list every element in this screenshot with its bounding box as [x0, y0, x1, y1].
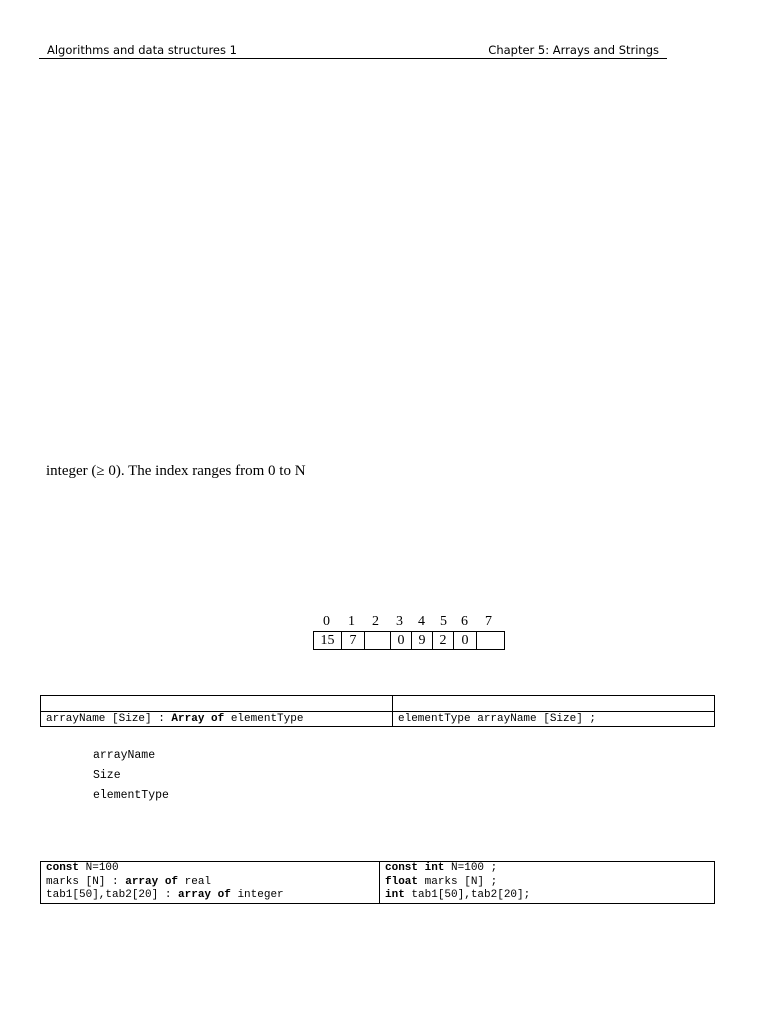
- code-line: [46, 862, 374, 876]
- c-syntax-cell: elementType arrayName [Size] ;: [393, 712, 715, 727]
- code-keyword: int: [385, 889, 405, 901]
- page-header: [39, 42, 667, 59]
- array-index: 1: [348, 614, 355, 629]
- array-cell: 2: [433, 632, 454, 649]
- code-keyword: float: [385, 875, 419, 888]
- code-keyword: array of: [125, 875, 179, 888]
- array-cell: 9: [412, 632, 433, 649]
- array-cell: [477, 632, 504, 649]
- array-cell: 0: [454, 632, 477, 649]
- code-text: marks [N] :: [46, 875, 126, 888]
- algorithm-example-cell: [41, 862, 380, 904]
- code-line: [385, 876, 709, 890]
- code-text: real: [178, 875, 212, 888]
- code-keyword: Array of: [171, 713, 225, 725]
- term-list: [93, 748, 169, 808]
- table-row: [41, 862, 715, 904]
- code-keyword: const int: [385, 862, 445, 874]
- c-example-cell: [380, 862, 715, 904]
- algorithm-syntax-cell: [41, 712, 393, 727]
- header-course-title: Algorithms and data structures 1: [47, 43, 237, 57]
- body-paragraph: integer (≥ 0). The index ranges from 0 to N: [46, 463, 306, 479]
- array-index: 6: [461, 614, 468, 629]
- array-cell: 0: [391, 632, 412, 649]
- code-line: [385, 889, 709, 903]
- code-line: [46, 876, 374, 890]
- array-cells: [313, 631, 505, 650]
- array-cell: [365, 632, 391, 649]
- table-header-row: [41, 696, 715, 712]
- array-index: 2: [372, 614, 379, 629]
- array-cell: 7: [342, 632, 365, 649]
- code-text: marks [N] ;: [418, 875, 498, 888]
- array-index: 5: [440, 614, 447, 629]
- array-cell: 15: [314, 632, 342, 649]
- array-index: 0: [323, 614, 330, 629]
- table-header-cell: [41, 696, 393, 712]
- array-index: 3: [396, 614, 403, 629]
- table-header-cell: [393, 696, 715, 712]
- code-text: N=100: [79, 862, 119, 874]
- code-keyword: array of: [178, 889, 231, 901]
- array-index: 7: [485, 614, 492, 629]
- code-text: N=100 ;: [444, 862, 498, 874]
- code-text: tab1[50],tab2[20] :: [46, 889, 179, 901]
- code-text: tab1[50],tab2[20];: [404, 889, 531, 901]
- declaration-syntax-table: [40, 695, 715, 727]
- code-line: [385, 862, 709, 876]
- code-line: [46, 889, 374, 903]
- code-text: arrayName [Size] :: [46, 713, 172, 725]
- table-row: [41, 712, 715, 727]
- term-item: elementType: [93, 789, 169, 802]
- term-item: Size: [93, 769, 121, 782]
- header-chapter-title: Chapter 5: Arrays and Strings: [488, 43, 659, 57]
- term-item: arrayName: [93, 749, 156, 762]
- code-text: integer: [230, 889, 284, 901]
- code-text: elementType: [224, 713, 304, 725]
- declaration-example-table: [40, 861, 715, 904]
- code-keyword: const: [46, 862, 80, 874]
- array-index: 4: [418, 614, 425, 629]
